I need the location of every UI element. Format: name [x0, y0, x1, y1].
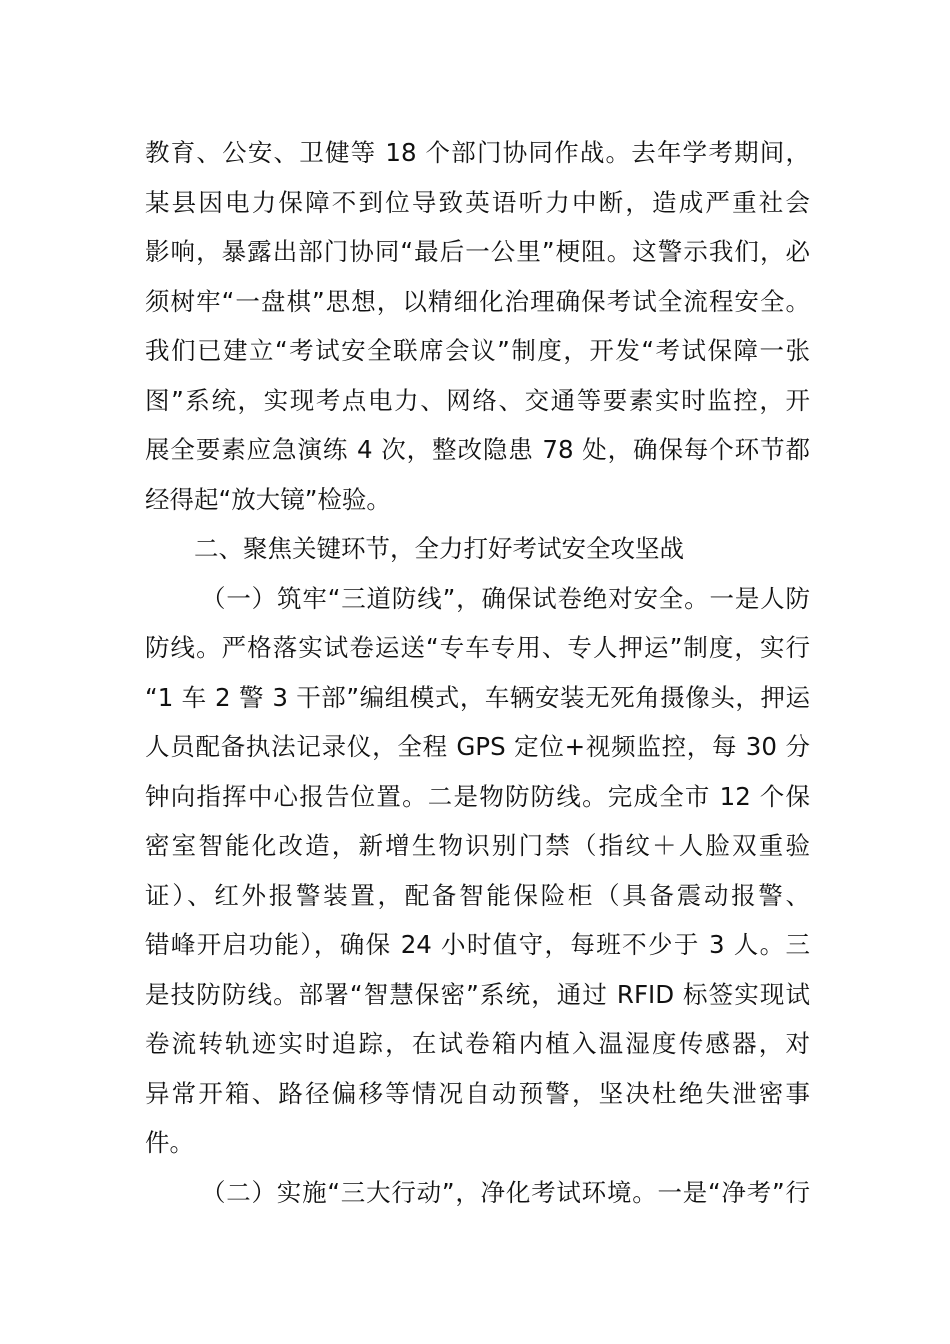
paragraph-end-line: 经得起“放大镜”检验。: [145, 484, 391, 514]
section-heading: 二、聚焦关键环节，全力打好考试安全攻坚战: [194, 534, 684, 563]
text-line: 人员配备执法记录仪，全程 GPS 定位+视频监控，每 30 分: [145, 732, 810, 761]
subsection-first-line: （一）筑牢“三道防线”，确保试卷绝对安全。一是人防: [201, 583, 810, 613]
paragraph-end-line: 件。: [145, 1128, 194, 1157]
text-line: 须树牢“一盘棋”思想，以精细化治理确保考试全流程安全。: [145, 286, 810, 316]
text-line: 图”系统，实现考点电力、网络、交通等要素实时监控，开: [145, 385, 810, 415]
text-line: 某县因电力保障不到位导致英语听力中断，造成严重社会: [145, 187, 810, 217]
text-line: 影响，暴露出部门协同“最后一公里”梗阻。这警示我们，必: [145, 237, 810, 266]
text-line: 证）、红外报警装置，配备智能保险柜（具备震动报警、: [145, 880, 810, 910]
text-line: 钟向指挥中心报告位置。二是物防防线。完成全市 12 个保: [145, 781, 810, 811]
text-line: “1 车 2 警 3 干部”编组模式，车辆安装无死角摄像头，押运: [145, 682, 810, 712]
text-line: 教育、公安、卫健等 18 个部门协同作战。去年学考期间，: [145, 138, 810, 167]
text-line: 我们已建立“考试安全联席会议”制度，开发“考试保障一张: [145, 336, 810, 365]
text-line: 防线。严格落实试卷运送“专车专用、专人押运”制度，实行: [145, 633, 810, 662]
text-line: 密室智能化改造，新增生物识别门禁（指纹＋人脸双重验: [145, 831, 810, 860]
text-line: 卷流转轨迹实时追踪，在试卷箱内植入温湿度传感器，对: [145, 1029, 810, 1058]
text-line: 错峰开启功能），确保 24 小时值守，每班不少于 3 人。三: [145, 930, 810, 959]
document-body: [145, 128, 810, 1217]
text-line: 展全要素应急演练 4 次，整改隐患 78 处，确保每个环节都: [145, 435, 810, 464]
subsection-first-line: （二）实施“三大行动”，净化考试环境。一是“净考”行: [201, 1177, 810, 1207]
text-line: 是技防防线。部署“智慧保密”系统，通过 RFID 标签实现试: [145, 979, 810, 1009]
text-line: 异常开箱、路径偏移等情况自动预警，坚决杜绝失泄密事: [145, 1078, 810, 1108]
